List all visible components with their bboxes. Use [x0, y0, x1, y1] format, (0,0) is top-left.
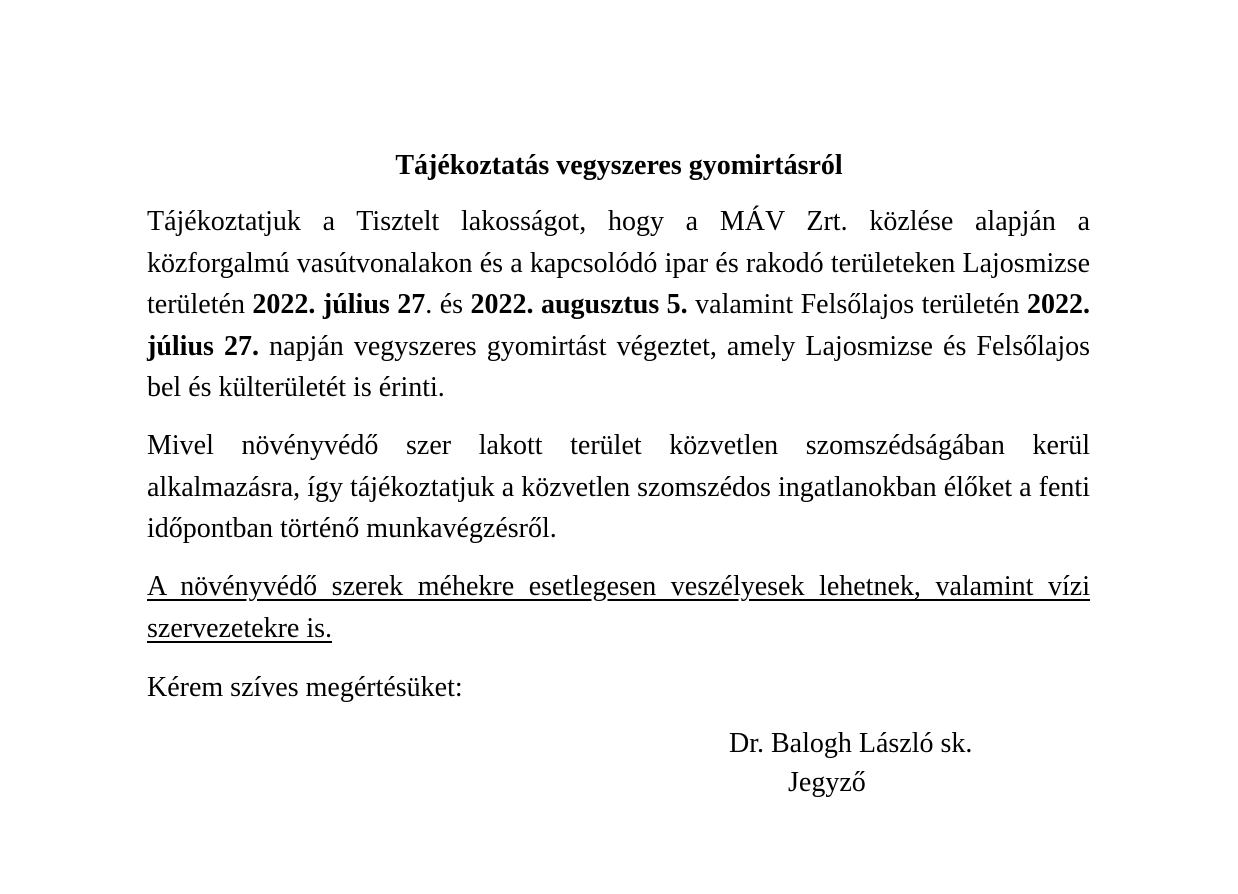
- date-felsolajos: 2022. július 27.: [147, 289, 1090, 362]
- notice-text: Tájékoztatjuk a Tisztelt lakosságot, hogy a MÁV Zrt. közlése alapján a közforgalmú vasútvonalakon és a kapcsolódó ipar és rakodó területeken Lajosmizse területén: [147, 206, 1090, 320]
- notice-paragraph: [147, 201, 1090, 409]
- signer-name: Dr. Balogh László sk.: [729, 728, 973, 759]
- date-lajosmizse-second: 2022. augusztus 5.: [470, 289, 688, 320]
- document-title: Tájékoztatás vegyszeres gyomirtásról: [395, 150, 843, 181]
- notice-text: napján vegyszeres gyomirtást végeztet, amely Lajosmizse és Felsőlajos bel és külterületét is érinti.: [147, 330, 1090, 403]
- notice-text: valamint Felsőlajos területén: [687, 289, 1027, 320]
- notice-text: . és: [425, 289, 471, 320]
- warning-paragraph: A növényvédő szerek méhekre esetlegesen veszélyesek lehetnek, valamint vízi szervezetekre is.: [147, 571, 1090, 644]
- neighbors-paragraph: Mivel növényvédő szer lakott terület közvetlen szomszédságában kerül alkalmazásra, így tájékoztatjuk a közvetlen szomszédos ingatlanokban élőket a fenti időpontban történő munkavégzésről.: [147, 430, 1090, 544]
- closing-line: Kérem szíves megértésüket:: [147, 672, 463, 703]
- signer-title: Jegyző: [788, 767, 866, 798]
- date-lajosmizse-first: 2022. július 27: [252, 289, 426, 320]
